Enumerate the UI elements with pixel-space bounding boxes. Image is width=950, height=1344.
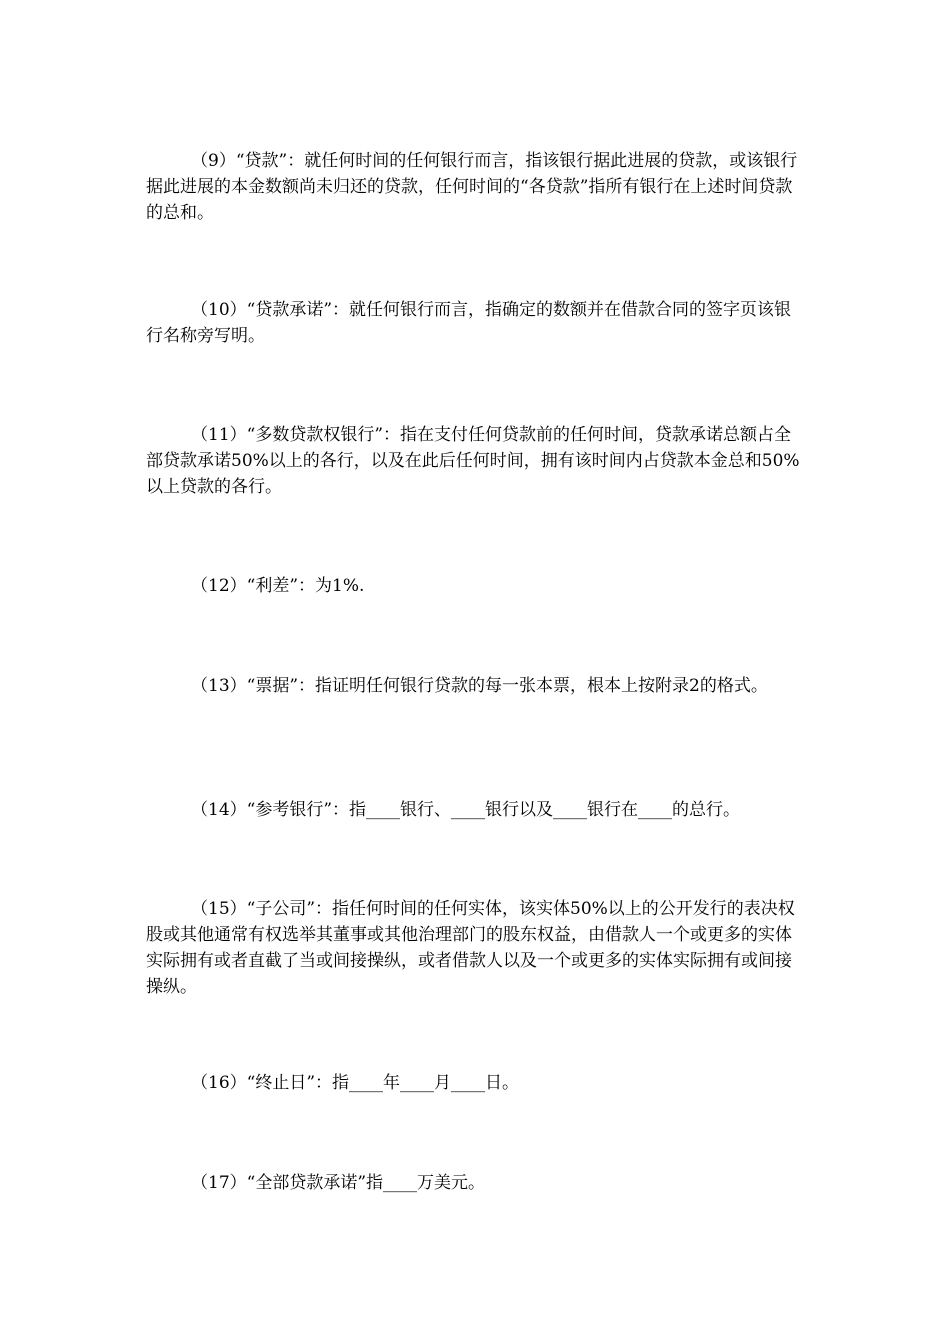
- paragraph-margin-definition: （12）“利差”：为1%.: [191, 576, 365, 596]
- paragraph-loan-definition: （9）“贷款”：就任何时间的任何银行而言，指该银行据此进展的贷款，或该银行据此进展的本金数额尚未归还的贷款，任何时间的“各贷款”指所有银行在上述时间贷款的总和。: [146, 151, 798, 223]
- paragraph-majority-banks-definition: （11）“多数贷款权银行”：指在支付任何贷款前的任何时间，贷款承诺总额占全部贷款承诺50%以上的各行，以及在此后任何时间，拥有该时间内占贷款本金总和50%以上贷款的各行。: [146, 425, 800, 497]
- paragraph-total-commitment-definition: （17）“全部贷款承诺”指____万美元。: [191, 1173, 486, 1193]
- paragraph-notes-definition: （13）“票据”：指证明任何银行贷款的每一张本票，根本上按附录2的格式。: [191, 676, 768, 696]
- paragraph-subsidiary-definition: （15）“子公司”：指任何时间的任何实体，该实体50%以上的公开发行的表决权股或其他通常有权选举其董事或其他治理部门的股东权益，由借款人一个或更多的实体实际拥有或者直截了当或间接操纵，或者借款人以及一个或更多的实体实际拥有或间接操纵。: [146, 899, 795, 997]
- paragraph-reference-banks-definition: （14）“参考银行”：指____银行、____银行以及____银行在____的总行。: [191, 800, 741, 820]
- paragraph-loan-commitment-definition: （10）“贷款承诺”：就任何银行而言，指确定的数额并在借款合同的签字页该银行名称旁写明。: [146, 300, 792, 346]
- paragraph-termination-date-definition: （16）“终止日”：指____年____月____日。: [191, 1073, 520, 1093]
